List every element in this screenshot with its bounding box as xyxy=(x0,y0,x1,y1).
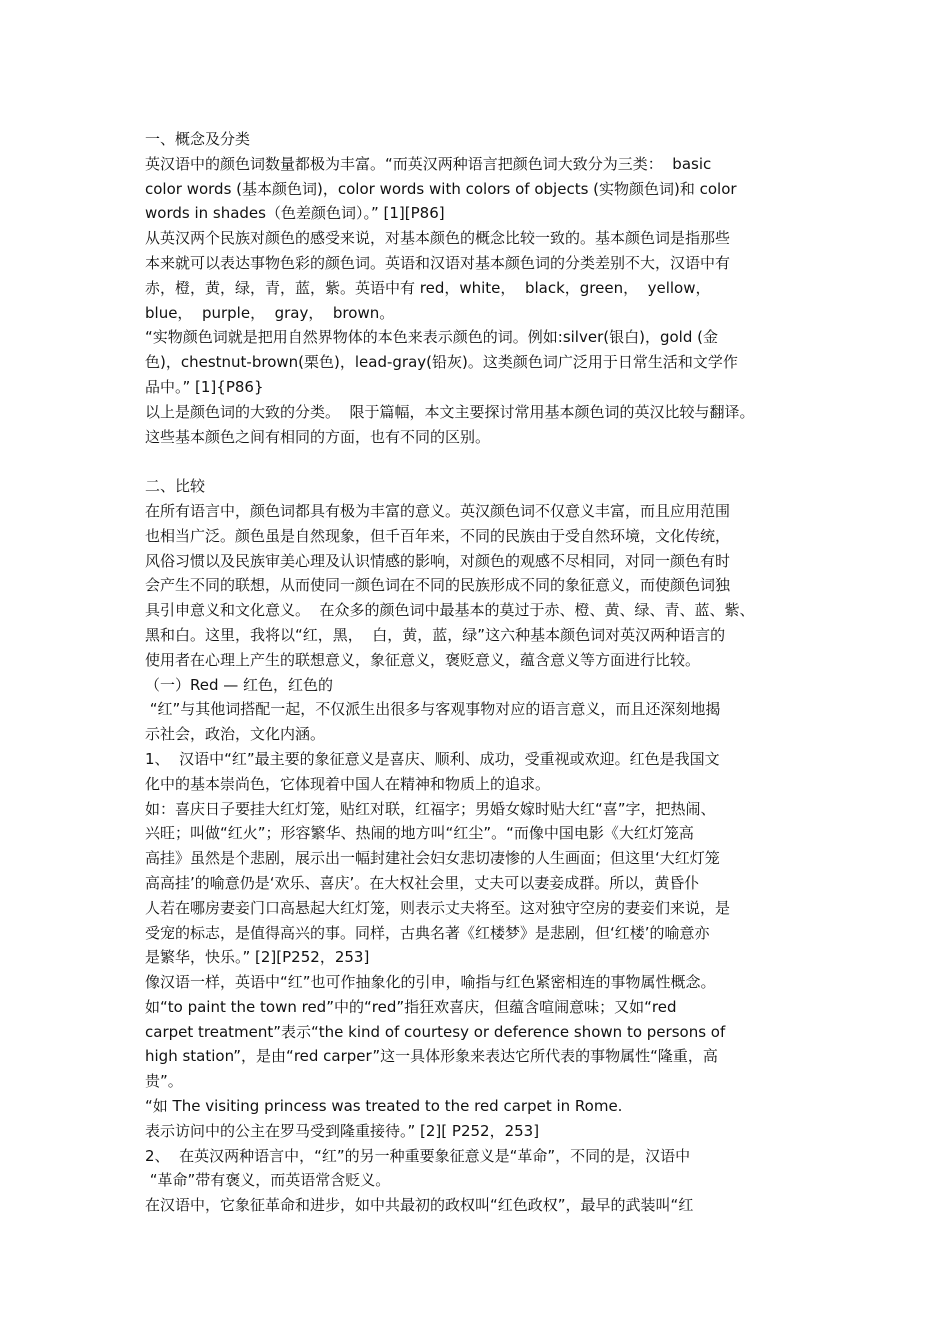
paragraph-line: 像汉语一样，英语中“红”也可作抽象化的引申，喻指与红色紧密相连的事物属性概念。 xyxy=(145,973,716,992)
section-heading-comparison: 二、比较 xyxy=(145,477,206,496)
paragraph-line: 风俗习惯以及民族审美心理及认识情感的影响，对颜色的观感不尽相同，对同一颜色有时 xyxy=(145,551,731,570)
paragraph-line: blue， purple， gray， brown。 xyxy=(145,303,395,322)
blank-line xyxy=(145,449,825,474)
paragraph-line: carpet treatment”表示“the kind of courtesy or deference shown to persons of xyxy=(145,1022,726,1041)
paragraph-line: 这些基本颜色之间有相同的方面，也有不同的区别。 xyxy=(145,427,491,446)
paragraph-line: high station”，是由“red carper”这一具体形象来表达它所代表的事物属性“隆重，高 xyxy=(145,1047,718,1066)
paragraph-line: 在所有语言中，颜色词都具有极为丰富的意义。英汉颜色词不仅意义丰富，而且应用范围 xyxy=(145,501,731,520)
paragraph-line: 具引申意义和文化意义。 在众多的颜色词中最基本的莫过于赤、橙、黄、绿、青、蓝、紫、 xyxy=(145,601,755,620)
paragraph-line: 示社会，政治，文化内涵。 xyxy=(145,725,326,744)
paragraph-line: 会产生不同的联想，从而使同一颜色词在不同的民族形成不同的象征意义，而使颜色词独 xyxy=(145,576,731,595)
paragraph-line: 如：喜庆日子要挂大红灯笼，贴红对联，红福字；男婚女嫁时贴大红“喜”字，把热闹、 xyxy=(145,799,716,818)
paragraph-line: 人若在哪房妻妾门口高悬起大红灯笼，则表示丈夫将至。这对独守空房的妻妾们来说，是 xyxy=(145,898,731,917)
paragraph-line: 化中的基本崇尚色，它体现着中国人在精神和物质上的追求。 xyxy=(145,774,551,793)
paragraph-line: 1、 汉语中“红”最主要的象征意义是喜庆、顺利、成功，受重视或欢迎。红色是我国文 xyxy=(145,749,720,768)
paragraph-line: words in shades（色差颜色词）。” [1][P86] xyxy=(145,204,445,223)
paragraph-line: 是繁华，快乐。” [2][P252，253] xyxy=(145,948,370,967)
paragraph-line: 兴旺；叫做“红火”；形容繁华、热闹的地方叫“红尘”。“而像中国电影《大红灯笼高 xyxy=(145,824,694,843)
paragraph-line: 如“to paint the town red”中的“red”指狂欢喜庆，但蕴含喧闹意味；又如“red xyxy=(145,997,677,1016)
paragraph-line: 使用者在心理上产生的联想意义，象征意义，褒贬意义，蕴含意义等方面进行比较。 xyxy=(145,650,701,669)
paragraph-line: 贵”。 xyxy=(145,1072,183,1091)
paragraph-line: 英汉语中的颜色词数量都极为丰富。“而英汉两种语言把颜色词大致分为三类： basic xyxy=(145,154,712,173)
paragraph-line: “红”与其他词搭配一起，不仅派生出很多与客观事物对应的语言意义，而且还深刻地揭 xyxy=(145,700,721,719)
paragraph-line: 表示访问中的公主在罗马受到隆重接待。” [2][ P252，253] xyxy=(145,1121,540,1140)
paragraph-line: 2、 在英汉两种语言中，“红”的另一种重要象征意义是“革命”，不同的是，汉语中 xyxy=(145,1146,691,1165)
paragraph-line: 以上是颜色词的大致的分类。 限于篇幅，本文主要探讨常用基本颜色词的英汉比较与翻译。 xyxy=(145,402,755,421)
paragraph-line: color words (基本颜色词)，color words with colors of objects (实物颜色词)和 color xyxy=(145,179,737,198)
paragraph-line: 受宠的标志，是值得高兴的事。同样，古典名著《红楼梦》是悲剧，但‘红楼’的喻意亦 xyxy=(145,923,710,942)
paragraph-line: 黑和白。这里，我将以“红，黑， 白，黄，蓝，绿”这六种基本颜色词对英汉两种语言的 xyxy=(145,625,726,644)
paragraph-line: 品中。” [1]{P86} xyxy=(145,377,264,396)
document-page xyxy=(145,127,825,1218)
paragraph-line: 也相当广泛。颜色虽是自然现象，但千百年来，不同的民族由于受自然环境，文化传统， xyxy=(145,526,731,545)
paragraph-line: 赤，橙，黄，绿，青，蓝，紫。英语中有 red，white， black，green， yellow， xyxy=(145,278,711,297)
paragraph-line: 在汉语中，它象征革命和进步，如中共最初的政权叫“红色政权”，最早的武装叫“红 xyxy=(145,1196,694,1215)
paragraph-line: 色)，chestnut-brown(栗色)，lead-gray(铅灰)。这类颜色词广泛用于日常生活和文学作 xyxy=(145,353,738,372)
section-heading-concepts: 一、概念及分类 xyxy=(145,130,251,148)
subsection-heading-red: （一）Red — 红色，红色的 xyxy=(145,675,334,694)
paragraph-line: 高高挂’的喻意仍是‘欢乐、喜庆’。在大权社会里，丈夫可以妻妾成群。所以，黄昏仆 xyxy=(145,873,700,892)
paragraph-line: 本来就可以表达事物色彩的颜色词。英语和汉语对基本颜色词的分类差别不大，汉语中有 xyxy=(145,253,731,272)
paragraph-line: “如 The visiting princess was treated to the red carpet in Rome. xyxy=(145,1097,623,1116)
paragraph-line: 高挂》虽然是个悲剧，展示出一幅封建社会妇女悲切凄惨的人生画面；但这里‘大红灯笼 xyxy=(145,849,720,868)
paragraph-line: “实物颜色词就是把用自然界物体的本色来表示颜色的词。例如:silver(银白)，gold (金 xyxy=(145,328,718,347)
paragraph-line: “革命”带有褒义，而英语常含贬义。 xyxy=(145,1171,391,1190)
paragraph-line: 从英汉两个民族对颜色的感受来说，对基本颜色的概念比较一致的。基本颜色词是指那些 xyxy=(145,229,731,248)
